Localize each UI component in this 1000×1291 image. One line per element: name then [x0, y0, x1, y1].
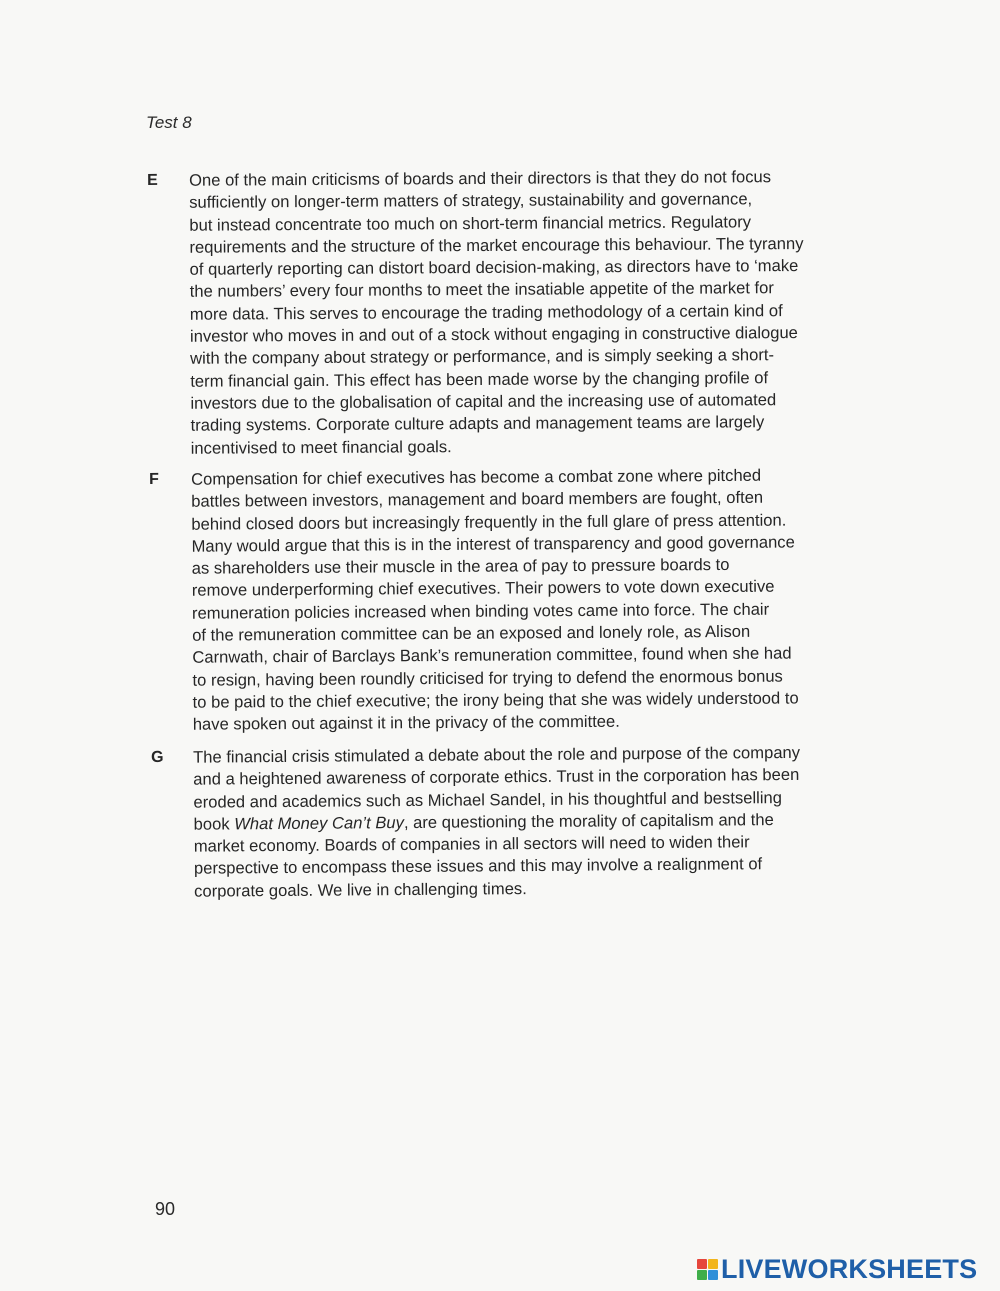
text-line: investor who moves in and out of a stock without engaging in constructive dialogue — [189, 323, 798, 346]
text-line: and a heightened awareness of corporate ethics. Trust in the corporation has been — [193, 765, 800, 789]
text-line: behind closed doors but increasingly frequently in the full glare of press attention. — [191, 510, 787, 534]
logo-square — [708, 1270, 718, 1280]
text-line: eroded and academics such as Michael Sandel, in his thoughtful and bestselling — [193, 787, 783, 812]
liveworksheets-watermark — [697, 1254, 977, 1285]
text-line: corporate goals. We live in challenging times. — [194, 878, 527, 901]
text-line: Carnwath, chair of Barclays Bank’s remuneration committee, found when she had — [192, 643, 792, 668]
text-line: the numbers’ every four months to meet the insatiable appetite of the market for — [189, 278, 774, 302]
paragraph-body — [189, 165, 891, 459]
book-title: What Money Can’t Buy — [234, 812, 404, 834]
text-line: remove underperforming chief executives. Their powers to vote down executive — [191, 577, 775, 601]
text-line: Compensation for chief executives has become a combat zone where pitched — [191, 465, 762, 489]
paragraph-letter: F — [149, 470, 159, 488]
text-line: have spoken out against it in the privacy of the committee. — [192, 711, 620, 734]
text-line: The financial crisis stimulated a debate about the role and purpose of the company — [193, 742, 801, 767]
text-line: term financial gain. This effect has been made worse by the changing profile of — [190, 367, 769, 391]
text-line: remuneration policies increased when binding votes came into force. The chair — [191, 599, 770, 623]
paragraph-e — [147, 166, 847, 458]
watermark-text: LIVEWORKSHEETS — [721, 1254, 978, 1284]
text-line: One of the main criticisms of boards and their directors is that they do not focus — [189, 167, 772, 190]
text-line: of quarterly reporting can distort board decision-making, as directors have to ‘make — [189, 256, 799, 279]
paragraph-letter: E — [147, 171, 158, 189]
text-line: incentivised to meet financial goals. — [190, 436, 452, 458]
text-line: Many would argue that this is in the interest of transparency and good governance — [191, 532, 795, 556]
text-line: perspective to encompass these issues and this may involve a realignment of — [193, 854, 763, 879]
logo-square — [708, 1259, 718, 1269]
text-line: more data. This serves to encourage the trading methodology of a certain kind of — [189, 300, 783, 324]
paragraph-letter: G — [151, 748, 164, 766]
text-line: to be paid to the chief executive; the irony being that she was widely understood to — [192, 688, 799, 712]
text-after-title: , are questioning the morality of capitalism and the — [403, 810, 774, 832]
text-line: battles between investors, management and board members are fought, often — [191, 488, 764, 512]
page-header-title: Test 8 — [146, 113, 192, 132]
logo-square — [697, 1259, 707, 1269]
text-line: sufficiently on longer-term matters of strategy, sustainability and governance, — [189, 189, 753, 213]
text-line: requirements and the structure of the market encourage this behaviour. The tyranny — [189, 233, 804, 257]
text-line: of the remuneration committee can be an exposed and lonely role, as Alison — [192, 621, 751, 645]
paragraph-body — [191, 464, 893, 736]
text-line: market economy. Boards of companies in all sectors will need to widen their — [193, 832, 750, 856]
paragraph-g — [151, 742, 851, 901]
paragraph-f — [149, 464, 849, 734]
logo-square — [697, 1270, 707, 1280]
text-line: trading systems. Corporate culture adapts and management teams are largely — [190, 412, 765, 436]
text-line: with the company about strategy or performance, and is simply seeking a short- — [190, 345, 775, 369]
text-line: investors due to the globalisation of capital and the increasing use of automated — [190, 390, 777, 413]
text-line: to resign, having been roundly criticised for trying to defend the enormous bonus — [192, 666, 783, 690]
liveworksheets-logo-icon — [697, 1259, 718, 1280]
paragraph-body — [193, 741, 894, 903]
page-number: 90 — [155, 1199, 176, 1219]
text-before-title: book — [193, 814, 235, 834]
text-line: as shareholders use their muscle in the area of pay to pressure boards to — [191, 555, 730, 578]
text-line: but instead concentrate too much on short-term financial metrics. Regulatory — [189, 211, 752, 235]
